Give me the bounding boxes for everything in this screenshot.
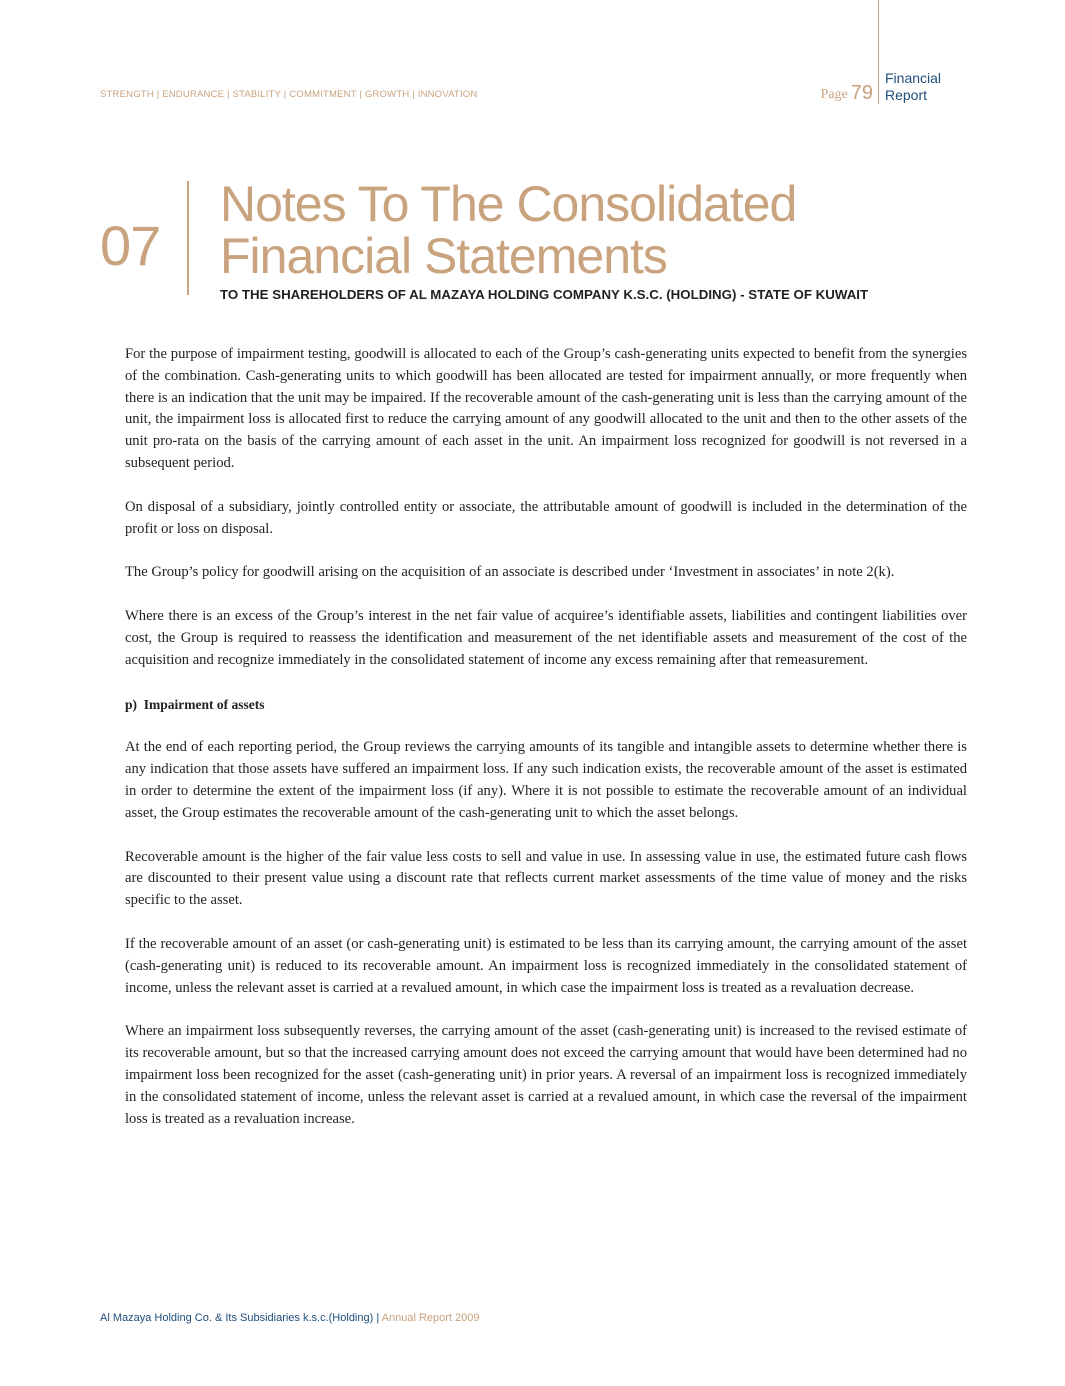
paragraph: On disposal of a subsidiary, jointly controlled entity or associate, the attributable amount of goodwill is included in the determination of the profit or loss on disposal. [125, 498, 967, 537]
page-number: 79 [850, 82, 873, 104]
chapter-number: 07 [100, 214, 161, 277]
paragraph: If the recoverable amount of an asset (or cash-generating unit) is estimated to be less than its carrying amount, the carrying amount of the asset (cash-generating unit) is reduced to its recoverable amount. An impairment loss is recognized immediately in the consolidated statement of income, unless the relevant asset is carried at a revalued amount, in which case the impairment loss is treated as a revaluation decrease. [125, 935, 967, 996]
paragraph: The Group’s policy for goodwill arising on the acquisition of an associate is described under ‘Investment in associates’ in note 2(k). [125, 564, 895, 581]
paragraph: For the purpose of impairment testing, goodwill is allocated to each of the Group’s cash-generating units expected to benefit from the synergies of the combination. Cash-generating units to which goodwill has been allocated are tested for impairment annually, or more frequently when there is an indication that the unit may be impaired. If the recoverable amount of the cash-generating unit is less than the carrying amount of the unit, the impairment loss is allocated first to reduce the carrying amount of any goodwill allocated to the unit and then to the other assets of the unit pro-rata on the basis of the carrying amount of each asset in the unit. An impairment loss recognized for goodwill is not reversed in a subsequent period. [125, 346, 967, 471]
section-label-line2: Report [885, 87, 928, 103]
paragraph: Recoverable amount is the higher of the fair value less costs to sell and value in use. In assessing value in use, the estimated future cash flows are discounted to their present value using a discount rate that reflects current market assessments of the time value of money and the risks specific to the asset. [125, 848, 967, 909]
footer-company: Al Mazaya Holding Co. & Its Subsidiaries k.s.c.(Holding) [100, 1312, 374, 1324]
page-prefix: Page [820, 87, 848, 102]
page-title [220, 178, 796, 282]
page-number-label [821, 82, 873, 105]
paragraph: At the end of each reporting period, the Group reviews the carrying amounts of its tangible and intangible assets to determine whether there is any indication that those assets have suffered an impairment loss. If any such indication exists, the recoverable amount of the asset is estimated in order to determine the extent of the impairment loss (if any). Where it is not possible to estimate the recoverable amount of an individual asset, the Group estimates the recoverable amount of the cash-generating unit to which the asset belongs. [125, 739, 967, 821]
page-title-line2: Financial Statements [220, 228, 667, 284]
footer-separator: | [376, 1312, 380, 1324]
paragraph: Where an impairment loss subsequently reverses, the carrying amount of the asset (cash-generating unit) is increased to the revised estimate of its recoverable amount, but so that the increased carrying amount does not exceed the carrying amount that would have been determined had no impairment loss been recognized for the asset (cash-generating unit) in prior years. A reversal of an impairment loss is recognized immediately in the consolidated statement of income, unless the relevant asset is carried at a revalued amount, in which case the reversal of the impairment loss is treated as a revaluation increase. [125, 1023, 967, 1127]
page-title-line1: Notes To The Consolidated [220, 176, 797, 232]
paragraph: Where there is an excess of the Group’s interest in the net fair value of acquiree’s identifiable assets, liabilities and contingent liabilities over cost, the Group is required to reassess the identification and measurement of the net identifiable assets and measurement of the cost of the acquisition and recognize immediately in the consolidated statement of income any excess remaining after that remeasurement. [125, 608, 967, 668]
section-label [885, 70, 941, 104]
body-content [125, 344, 967, 1152]
section-heading: p) Impairment of assets [125, 696, 265, 712]
title-divider [187, 181, 189, 295]
header-tagline: STRENGTH | ENDURANCE | STABILITY | COMMITMENT | GROWTH | INNOVATION [100, 89, 478, 100]
section-label-line1: Financial [885, 70, 942, 86]
page-subtitle: TO THE SHAREHOLDERS OF AL MAZAYA HOLDING COMPANY K.S.C. (HOLDING) - STATE OF KUWAIT [220, 287, 869, 302]
footer [100, 1312, 480, 1324]
footer-report: Annual Report 2009 [381, 1312, 480, 1324]
header-divider [878, 0, 879, 104]
